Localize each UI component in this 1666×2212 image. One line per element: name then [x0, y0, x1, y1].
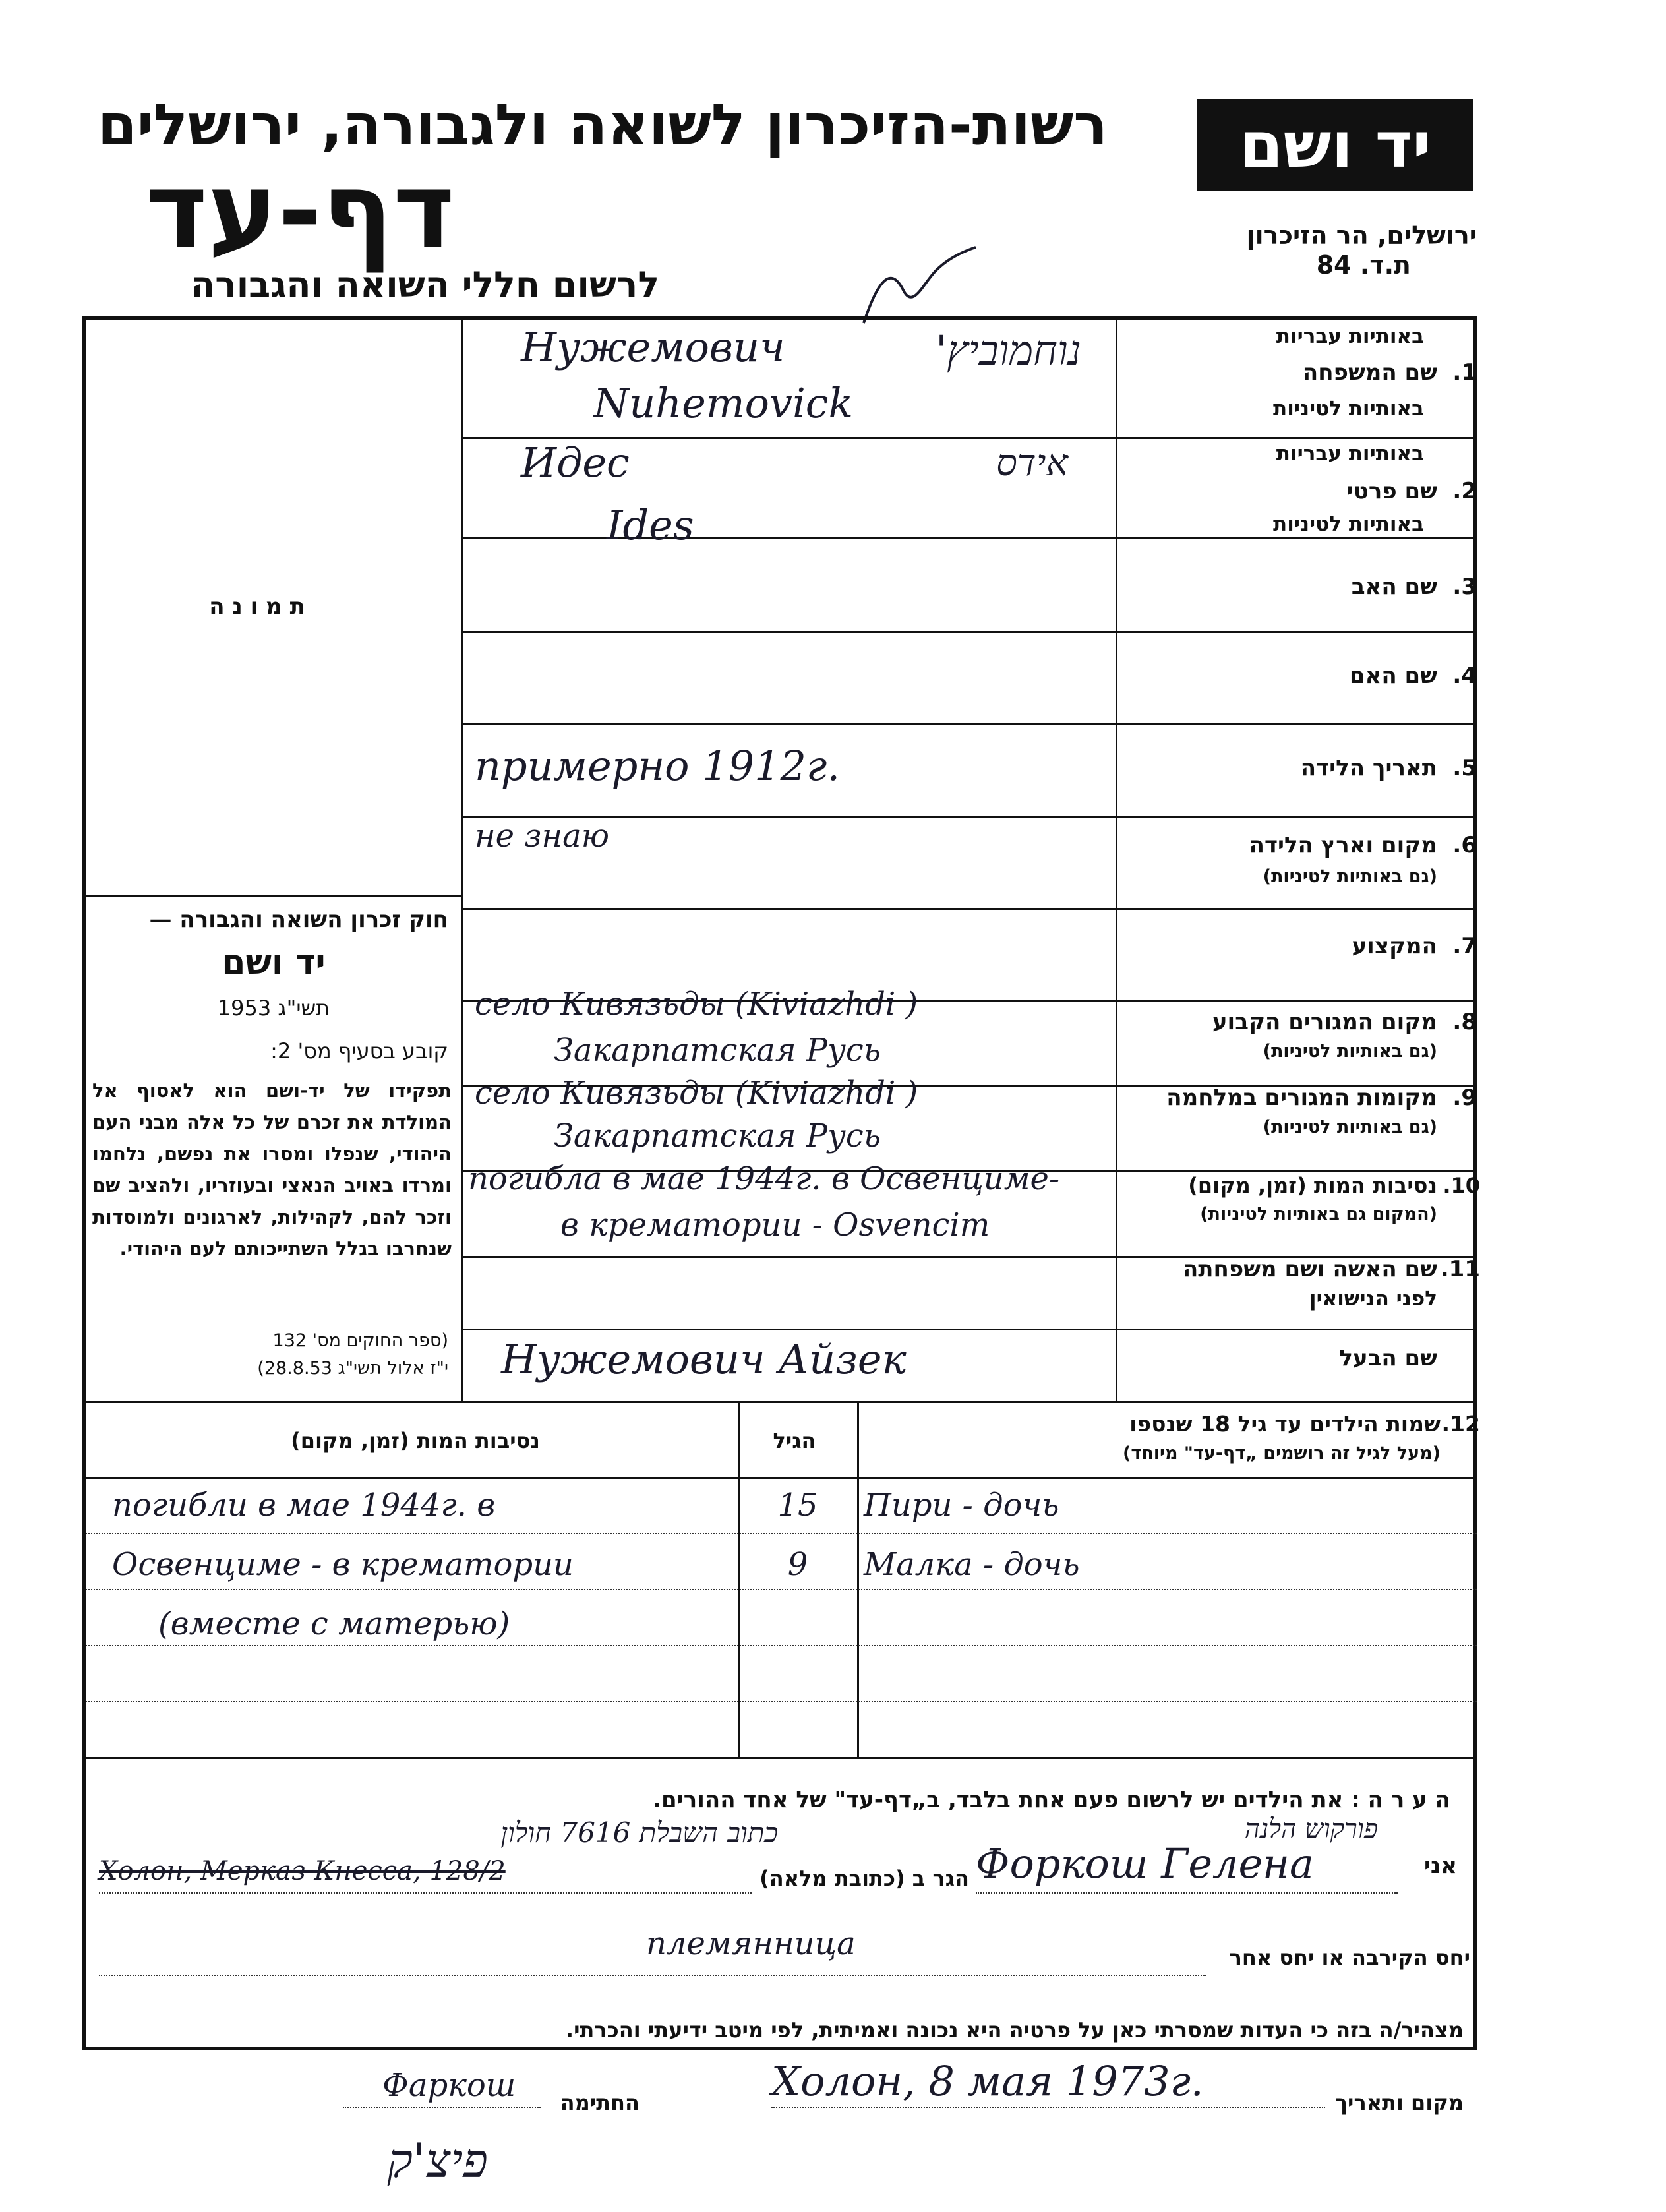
- field-3-number: 3.: [1452, 574, 1477, 600]
- yad-vashem-logo: [1197, 99, 1473, 191]
- field-1-sub-latin: באותיות לטיניות: [1273, 397, 1424, 421]
- field-2-label: שם פרטי: [1346, 478, 1437, 504]
- declarant-address-struck: Холон, Мерказ Кнесса, 128/2: [99, 1856, 506, 1886]
- declarant-i-label: אני: [1423, 1853, 1457, 1879]
- children-header-death: נסיבות המות (זמן, מקום): [291, 1428, 540, 1453]
- field-6-label: מקום וארץ הלידה: [1249, 832, 1437, 858]
- field-6-number: 6.: [1452, 832, 1477, 858]
- law-source-1: (ספר החוקים מס' 132: [272, 1330, 448, 1351]
- field-9-number: 9.: [1452, 1085, 1477, 1111]
- field-5-number: 5.: [1452, 755, 1477, 781]
- field-8-label: מקום המגורים הקבוע: [1212, 1009, 1437, 1035]
- children-number: 12.: [1441, 1411, 1480, 1437]
- footer-handwriting: פיצ'ק: [387, 2133, 488, 2188]
- field-9-label: מקומות המגורים במלחמה: [1166, 1085, 1437, 1111]
- field-8-value-1: село Кивязьды (Kiviazhdi ): [475, 986, 918, 1023]
- field-8-number: 8.: [1452, 1009, 1477, 1035]
- declarant-name: Форкош Гелена: [976, 1839, 1314, 1888]
- law-year: תשי"ג 1953: [217, 996, 330, 1021]
- field-5-label: תאריך הלידה: [1300, 755, 1437, 781]
- field-1-value-latin: Nuhemovick: [593, 379, 854, 427]
- declarant-address-hebrew: כתוב השבלת 7616 חולון: [500, 1816, 778, 1849]
- form-title: דף-עד: [145, 149, 455, 272]
- field-11-label: שם האשה ושם משפחתה: [1182, 1256, 1437, 1282]
- form-subtitle: לרשום חללי השואה והגבורה: [191, 264, 659, 305]
- signature: Фаркош: [382, 2067, 516, 2104]
- children-header-names: שמות הילדים עד גיל 18 שנספו: [1129, 1411, 1441, 1437]
- field-4-label: שם האם: [1349, 663, 1437, 689]
- field-2-sub-hebrew: באותיות עבריות: [1276, 442, 1424, 465]
- field-2-number: 2.: [1452, 478, 1477, 504]
- field-6-sub: (גם באותיות לטיניות): [1263, 866, 1437, 887]
- child-1-name: Пири - дочь: [864, 1487, 1059, 1524]
- field-10-value-2: в крематории - Osvencim: [560, 1207, 990, 1243]
- field-7-number: 7.: [1452, 933, 1477, 959]
- child-1-death: погибли в мае 1944г. в: [112, 1487, 496, 1524]
- field-7-label: המקצוע: [1352, 933, 1437, 959]
- field-2-value-cyrillic: Идес: [521, 438, 630, 487]
- field-2-value-latin: Ides: [607, 501, 694, 549]
- field-10-sub: (המקום גם באותיות לטיניות): [1200, 1204, 1437, 1224]
- law-heading: חוק זכרון השואה והגבורה —: [149, 907, 448, 933]
- field-1-value-hebrew: נוחמוביץ': [936, 326, 1081, 374]
- child-2-age: 9: [787, 1546, 808, 1583]
- relation-value: племянница: [646, 1925, 856, 1962]
- field-5-value: примерно 1912г.: [475, 742, 841, 790]
- field-8-sub: (גם באותיות לטיניות): [1263, 1041, 1437, 1061]
- child-2-name: Малка - дочь: [864, 1546, 1080, 1583]
- child-1-age: 15: [777, 1487, 818, 1524]
- declarant-residing-label: הגר ב (כתובת מלאה): [759, 1866, 969, 1891]
- child-3-death: (вместе с матерью): [158, 1605, 510, 1642]
- address-line-2: ת.ד. 84: [1316, 251, 1411, 280]
- field-husband-label: שם הבעל: [1339, 1345, 1437, 1371]
- field-2-value-hebrew: אידס: [996, 442, 1068, 485]
- field-1-value-cyrillic: Нужемович: [521, 323, 785, 371]
- law-clause: קובע בסעיף מס' 2:: [270, 1038, 448, 1063]
- field-10-value-1: погибла в мае 1944г. в Освенциме-: [468, 1160, 1060, 1197]
- declarant-name-hebrew: פורקוש הלנה: [1244, 1814, 1378, 1844]
- field-4-number: 4.: [1452, 663, 1477, 689]
- field-2-sub-latin: באותיות לטיניות: [1273, 512, 1424, 536]
- field-9-sub: (גם באותיות לטיניות): [1263, 1117, 1437, 1137]
- law-name: יד ושם: [222, 943, 326, 982]
- field-1-label: שם המשפחה: [1302, 359, 1437, 386]
- signature-label: החתימה: [560, 2090, 640, 2115]
- photo-label: ת מ ו נ ה: [209, 593, 305, 620]
- child-2-death: Освенциме - в крематории: [112, 1546, 574, 1583]
- field-10-label: נסיבות המות (זמן, מקום): [1188, 1173, 1437, 1198]
- place-date-label: מקום ותאריך: [1335, 2090, 1464, 2115]
- field-11-sub: לפני הנישואין: [1309, 1287, 1437, 1311]
- field-husband-value: Нужемович Айзек: [501, 1335, 907, 1383]
- field-1-sub-hebrew: באותיות עבריות: [1276, 324, 1424, 348]
- declaration-text: מצהיר/ה בזה כי העדות שמסרתי כאן על פרטיה היא נכונה ואמיתית, לפי מיטב ידיעתי והכרתי.: [565, 2018, 1464, 2043]
- law-text: תפקידו של יד-ושם הוא לאסוף אל המולדת את זכרם של כל אלה מבני העם היהודי, שנפלו ומסרו את נפשם, נלחמו ומרדו באויב הנאצי ובעוזריו, ולהציב שם וזכר להם, לקהילות, לארגונים ולמוסדות שנחרבו בגלל השתייכותם לעם היהודי.: [92, 1079, 452, 1260]
- field-9-value-1: село Кивязьды (Kiviazhdi ): [475, 1075, 918, 1112]
- field-1-number: 1.: [1452, 359, 1477, 386]
- relation-label: יחס הקירבה או יחס אחר: [1229, 1945, 1470, 1970]
- field-6-value: не знаю: [475, 818, 609, 854]
- children-header-sub: (מעל לגיל זה רושמים „דף-עד" מיוחד): [1122, 1443, 1441, 1464]
- field-8-value-2: Закарпатская Русь: [554, 1032, 881, 1069]
- children-header-age: הגיל: [773, 1428, 816, 1453]
- field-3-label: שם האב: [1351, 574, 1437, 600]
- place-date-value: Холон, 8 мая 1973г.: [771, 2057, 1204, 2105]
- field-10-number: 10.: [1443, 1173, 1480, 1198]
- field-11-number: 11.: [1440, 1256, 1480, 1282]
- logo-text: יד ושם: [1239, 108, 1431, 182]
- law-source-2: י"ז אלול תשי"ג 28.8.53): [257, 1358, 448, 1379]
- address-line-1: ירושלים, הר הזיכרון: [1246, 221, 1477, 250]
- children-note: ה ע ר ה : את הילדים יש לרשום פעם אחת בלבד, ב„דף-עד" של אחד ההורים.: [653, 1787, 1450, 1813]
- field-9-value-2: Закарпатская Русь: [554, 1118, 881, 1154]
- organization-title: רשות-הזיכרון לשואה ולגבורה, ירושלים: [97, 92, 1108, 158]
